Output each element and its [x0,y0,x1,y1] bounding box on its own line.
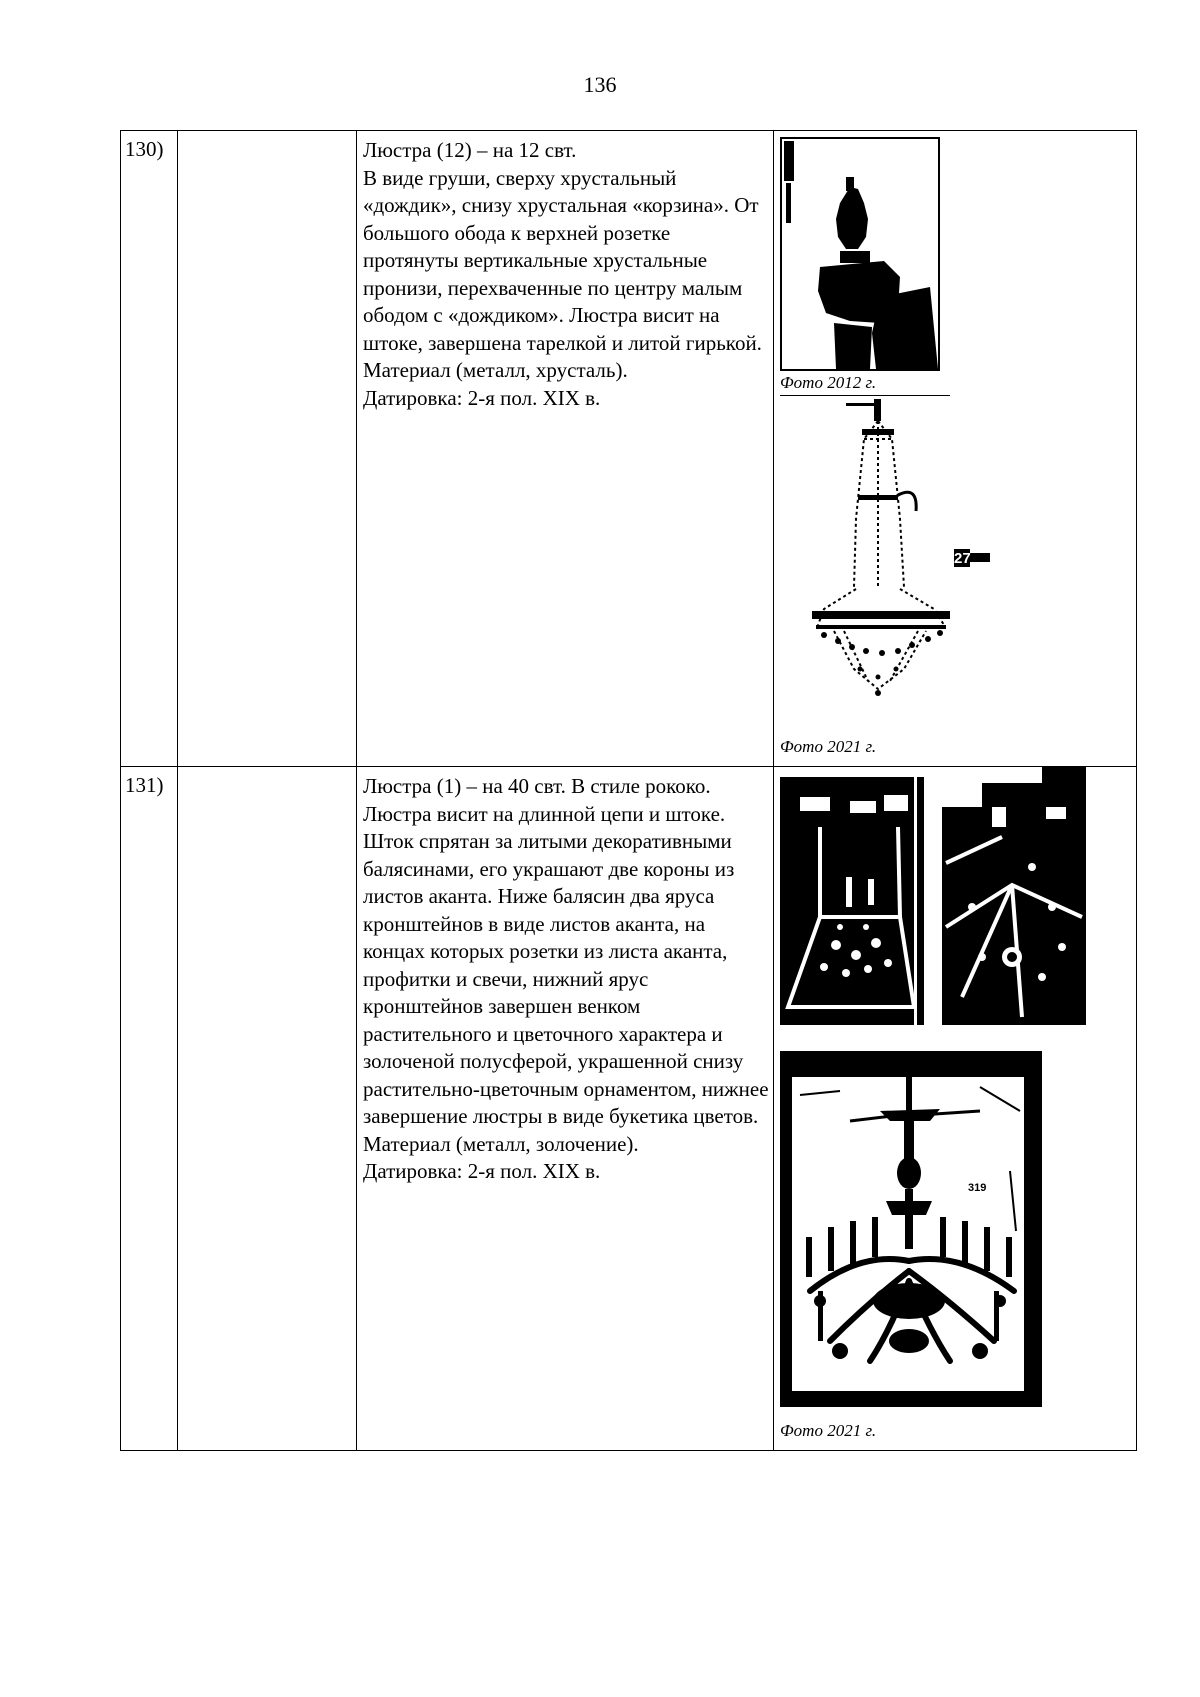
entry-number-cell [121,767,178,1451]
entry-dating: Датировка: 2-я пол. XIX в. [363,385,601,410]
entry-title: Люстра (1) – на 40 свт. В стиле рококо. [363,774,711,798]
entry-number-cell [121,131,178,767]
chandelier-photo-rococo [780,1051,1042,1407]
caption-divider [780,395,950,396]
entry-text: В виде груши, сверху хрустальный «дождик», снизу хрустальная «корзина». От большого обода к верхней розетке протянуты вертикальные хрустальные пронизи, перехваченные по центру малым ободом с «дождиком». Люстра висит на штоке, завершена тарелкой и литой гирькой. [363,165,762,355]
chandelier-photo-frame-left [780,767,924,1025]
page-number: 136 [583,72,617,97]
description-cell [357,767,774,1451]
photo-cell [774,767,1137,1451]
photo-cell [774,131,1137,767]
photo-caption: Фото 2021 г. [780,737,877,756]
entry-description [357,767,773,1186]
chandelier-photo-2021 [794,399,1004,699]
entry-text: Люстра висит на длинной цепи и штоке. Шток спрятан за литыми декоративными балясинами, его украшают две короны из листов аканта. Ниже балясин два яруса кронштейнов в виде листов аканта, на концах которых розетки из листа аканта, профитки и свечи, нижний ярус кронштейнов завершен венком растительного и цветочного характера и золоченой полусферой, украшенной снизу растительно-цветочным орнаментом, нижнее завершение люстры в виде букетика цветов. [363,801,769,1128]
table-row [121,767,1137,1451]
inventory-number: 319 [968,1182,987,1194]
entry-number: 131) [125,773,164,797]
entry-dating: Датировка: 2-я пол. XIX в. [363,1159,601,1183]
empty-cell [178,131,357,767]
entry-number: 130) [125,137,164,161]
entry-material: Материал (металл, золочение). [363,1131,639,1156]
entry-material: Материал (металл, хрусталь). [363,358,628,382]
inventory-number: 27 [954,550,971,567]
chandelier-photo-2012 [780,137,940,371]
photo-caption: Фото 2021 г. [780,1421,877,1440]
entry-description [357,131,773,412]
catalog-table [120,130,1137,1451]
table-row [121,131,1137,767]
chandelier-photo-frame-right [942,767,1086,1025]
entry-title: Люстра (12) – на 12 свт. [363,138,577,162]
photo-caption: Фото 2012 г. [780,373,877,392]
description-cell [357,131,774,767]
empty-cell [178,767,357,1451]
